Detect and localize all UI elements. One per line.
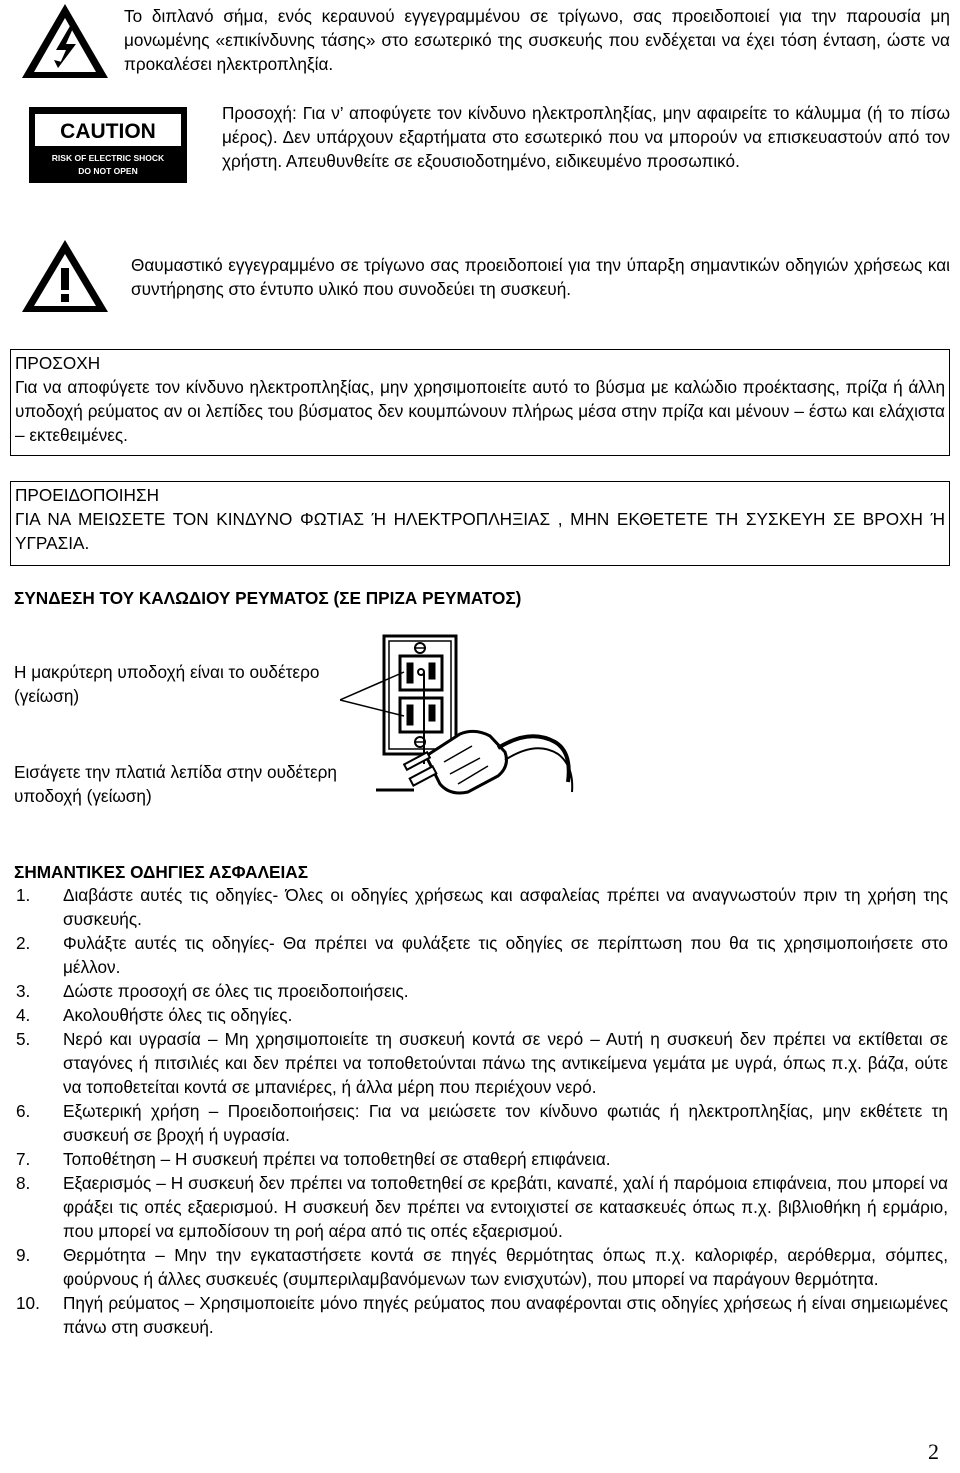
safety-instructions-list [14,883,948,1339]
safety-item-text: Πηγή ρεύματος – Χρησιμοποιείτε μόνο πηγές ρεύματος που αναφέρονται στις οδηγίες χρήσεως ή είναι σημειωμένες πάνω στη συσκευή. [63,1293,948,1337]
safety-item-number: 6. [16,1101,31,1121]
caution-text: Προσοχή: Για ν’ αποφύγετε τον κίνδυνο ηλεκτροπληξίας, μην αφαιρείτε το κάλυμμα (ή το πίσω μέρος). Δεν υπάρχουν εξαρτήματα στο εσωτερικό που να μπορούν να επισκευαστούν από τον χρήστη. Απευθυνθείτε σε εξουσιοδοτημένο, ειδικευμένο προσωπικό. [222,103,950,171]
plug-outlet-diagram [340,632,590,808]
safety-item-text: Εξαερισμός – Η συσκευή δεν πρέπει να τοποθετηθεί σε κρεβάτι, καναπέ, χαλί ή παρόμοια επιφάνεια, που μπορεί να φράξει τις οπές εξαερισμού. Η συσκευή δεν πρέπει να εντοιχιστεί σε κατασκευές όπως π.χ. βιβλιοθήκη ή ερμάριο, που μπορεί να εμποδίσουν τη ροή αέρα από τις οπές εξαερισμού. [63,1173,948,1241]
safety-item-text: Εξωτερική χρήση – Προειδοποιήσεις: Για να μειώσετε τον κίνδυνο φωτιάς ή ηλεκτροπληξίας, μην εκθέτετε τη συσκευή σε βροχή ή υγρασία. [63,1101,948,1145]
connection-text-slot: Η μακρύτερη υποδοχή είναι το ουδέτερο (γείωση) [14,662,320,706]
safety-item-text: Δώστε προσοχή σε όλες τις προειδοποιήσεις. [63,981,409,1001]
safety-item-number: 4. [16,1005,31,1025]
caution-box [10,349,950,456]
safety-item-number: 8. [16,1173,31,1193]
electric-shock-warning-icon [20,2,110,80]
safety-item [14,1099,948,1147]
warning-box-body: ΓΙΑ ΝΑ ΜΕΙΩΣΕΤΕ ΤΟΝ ΚΙΝΔΥΝΟ ΦΩΤΙΑΣ Ή ΗΛΕΚΤΡΟΠΛΗΞΙΑΣ , ΜΗΝ ΕΚΘΕΤΕΤΕ ΤΗ ΣΥΣΚΕΥΗ ΣΕ ΒΡΟΧΗ Ή ΥΓΡΑΣΙΑ. [15,509,945,553]
safety-item-number: 1. [16,885,31,905]
safety-item-text: Θερμότητα – Μην την εγκαταστήσετε κοντά σε πηγές θερμότητας όπως π.χ. καλοριφέρ, αερόθερμα, σόμπες, φούρνους ή άλλες συσκευές (συμπεριλαμβανόμενων των ενισχυτών), που μπορεί να παράγουν θερμότητα. [63,1245,948,1289]
safety-item-number: 2. [16,933,31,953]
safety-item-number: 5. [16,1029,31,1049]
safety-item [14,1147,948,1171]
safety-item-text: Διαβάστε αυτές τις οδηγίες- Όλες οι οδηγίες χρήσεως και ασφαλείας πρέπει να αναγνωστούν πριν τη χρήση της συσκευής. [63,885,948,929]
safety-item-number: 9. [16,1245,31,1265]
warning-box [10,481,950,566]
caution-label-line1: RISK OF ELECTRIC SHOCK [51,153,165,163]
warning-box-title: ΠΡΟΕΙΔΟΠΟΙΗΣΗ [15,485,159,505]
safety-item [14,931,948,979]
caution-label [28,106,188,184]
caution-box-title: ΠΡΟΣΟΧΗ [15,353,101,373]
page-number: 2 [928,1439,939,1464]
safety-item-text: Νερό και υγρασία – Μη χρησιμοποιείτε τη συσκευή κοντά σε νερό – Αυτή η συσκευή δεν πρέπει να εκτίθεται σε σταγόνες ή πιτσιλιές και δεν πρέπει να τοποθετούνται πάνω της αντικείμενα γεμάτα με υγρά, όπως π.χ. βάζα, ούτε να τοποθετείται κοντά σε μπανιέρες, ή άλλα μέρη που περιέχουν νερό. [63,1029,948,1097]
connection-text-blade: Εισάγετε την πλατιά λεπίδα στην ουδέτερη υποδοχή (γείωση) [14,762,337,806]
exclamation-warning-icon [20,238,110,314]
safety-item [14,883,948,931]
safety-item [14,1243,948,1291]
safety-item-text: Τοποθέτηση – Η συσκευή πρέπει να τοποθετηθεί σε σταθερή επιφάνεια. [63,1149,611,1169]
safety-item-number: 10. [16,1293,40,1313]
safety-item [14,1291,948,1339]
safety-heading: ΣΗΜΑΝΤΙΚΕΣ ΟΔΗΓΙΕΣ ΑΣΦΑΛΕΙΑΣ [14,862,309,882]
safety-item-text: Ακολουθήστε όλες τις οδηγίες. [63,1005,293,1025]
safety-item [14,1171,948,1243]
exclamation-warning-text: Θαυμαστικό εγγεγραμμένο σε τρίγωνο σας προειδοποιεί για την ύπαρξη σημαντικών οδηγιών χρήσεως και συντήρησης στο έντυπο υλικό που συνοδεύει τη συσκευή. [131,255,950,299]
lightning-warning-text: Το διπλανό σήμα, ενός κεραυνού εγγεγραμμένου σε τρίγωνο, σας προειδοποιεί για την παρουσία μη μονωμένης «επικίνδυνης τάσης» στο εσωτερικό της συσκευής που ενδέχεται να έχει τόση ένταση, ώστε να προκαλέσει ηλεκτροπληξία. [124,6,950,74]
safety-item [14,979,948,1003]
safety-item-text: Φυλάξτε αυτές τις οδηγίες- Θα πρέπει να φυλάξετε τις οδηγίες σε περίπτωση που θα τις χρησιμοποιήσετε στο μέλλον. [63,933,948,977]
safety-item [14,1003,948,1027]
safety-item [14,1027,948,1099]
caution-label-line2: DO NOT OPEN [78,166,138,176]
connection-heading: ΣΥΝΔΕΣΗ ΤΟΥ ΚΑΛΩΔΙΟΥ ΡΕΥΜΑΤΟΣ (ΣΕ ΠΡΙΖΑ ΡΕΥΜΑΤΟΣ) [14,588,522,608]
caution-label-title: CAUTION [60,120,156,143]
safety-item-number: 3. [16,981,31,1001]
safety-item-number: 7. [16,1149,31,1169]
caution-box-body: Για να αποφύγετε τον κίνδυνο ηλεκτροπληξίας, μην χρησιμοποιείτε αυτό το βύσμα με καλώδιο προέκτασης, πρίζα ή άλλη υποδοχή ρεύματος αν οι λεπίδες του βύσματος δεν κουμπώνουν πλήρως μέσα στην πρίζα και μένουν – έστω και ελάχιστα – εκτεθειμένες. [15,377,945,445]
